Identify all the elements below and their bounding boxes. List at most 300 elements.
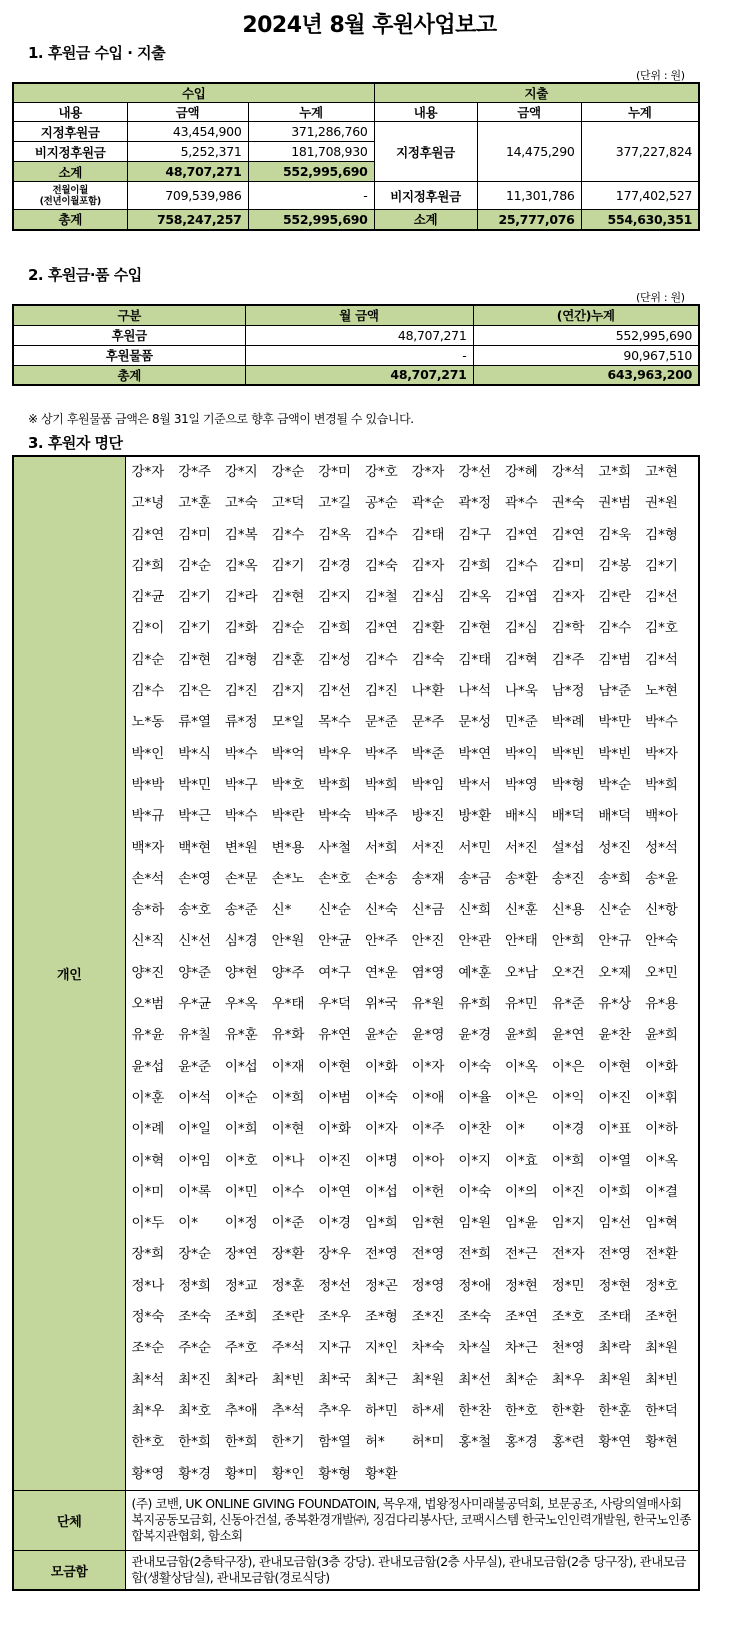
summary-col-annual: (연간)누계	[473, 305, 699, 325]
donor-name: 김*성	[318, 651, 352, 668]
donor-name: 양*진	[131, 964, 165, 981]
donor-name: 김*수	[364, 526, 398, 543]
donor-name: 조*희	[224, 1309, 258, 1326]
donor-name: 배*덕	[598, 808, 632, 825]
donor-name: 신*	[271, 902, 292, 919]
donor-name: 안*원	[271, 933, 305, 950]
donor-name: 황*환	[364, 1465, 398, 1482]
donor-name: 최*근	[364, 1371, 398, 1388]
donor-name: 이*섭	[224, 1058, 258, 1075]
donor-name: 하*민	[364, 1402, 398, 1419]
donor-name: 노*현	[645, 683, 678, 700]
donor-name: 성*석	[645, 839, 678, 856]
donor-name: 송*환	[505, 870, 538, 887]
donor-name: 정*현	[505, 1277, 538, 1294]
donor-name: 조*태	[598, 1309, 632, 1326]
donor-name: 강*선	[458, 464, 492, 480]
expense-row-cumulative: 377,227,824	[581, 122, 699, 182]
donor-name: 유*상	[598, 996, 632, 1013]
donor-name: 이*경	[551, 1121, 585, 1138]
donor-name: 김*복	[224, 526, 258, 543]
donor-name: 전*희	[458, 1246, 492, 1263]
donor-name: 조*란	[271, 1309, 305, 1326]
donor-name: 김*이	[131, 620, 165, 637]
summary-total-annual: 643,963,200	[473, 365, 699, 385]
donor-name: 박*수	[224, 808, 258, 825]
income-subtotal-amount: 48,707,271	[127, 162, 248, 182]
donor-name: 이*민	[224, 1183, 258, 1200]
donor-name: 최*순	[505, 1371, 538, 1388]
donor-name: 황*미	[224, 1465, 258, 1482]
donor-name: 송*재	[411, 870, 445, 887]
donor-name: 김*석	[645, 651, 678, 668]
donor-name: 한*훈	[598, 1402, 632, 1419]
donor-name: 설*섭	[551, 839, 585, 856]
donor-name: 임*혁	[645, 1215, 678, 1232]
group-donors-text: (주) 코밴, UK ONLINE GIVING FOUNDATOIN, 목우재, 법왕정사미래불공덕회, 보문공조, 사랑의열매사회복지공동모금회, 신동아건설, 종복환경개발㈜, 징검다리봉사단, 코팩시스템 한국노인인력개발원, 한국노인종합복지관협회, 함소회	[125, 1490, 699, 1550]
donor-name: 권*원	[645, 495, 678, 512]
donor-name: 이*숙	[458, 1058, 492, 1075]
donor-name: 이*주	[411, 1121, 445, 1138]
income-header: 수입	[13, 83, 374, 103]
donor-name: 전*영	[364, 1246, 398, 1263]
donor-name: 안*규	[598, 933, 632, 950]
donor-name: 이*	[178, 1215, 198, 1232]
income-row-cumulative: 371,286,760	[248, 122, 374, 142]
donor-name: 박*임	[411, 776, 445, 793]
donor-name: 김*숙	[411, 651, 445, 668]
donor-name: 곽*수	[505, 495, 538, 512]
donor-name: 정*곤	[364, 1277, 398, 1294]
expense-subtotal-label: 소계	[374, 210, 477, 230]
income-col-amount: 금액	[127, 103, 248, 122]
income-subtotal-label: 소계	[13, 162, 127, 182]
donor-name: 하*세	[411, 1402, 445, 1419]
donor-name: 조*호	[551, 1309, 585, 1326]
donor-name: 박*영	[505, 776, 538, 793]
donor-name: 윤*경	[458, 1027, 492, 1044]
donor-name: 한*희	[224, 1434, 258, 1451]
donor-name: 송*윤	[645, 870, 678, 887]
donor-name: 최*우	[131, 1402, 165, 1419]
donor-name: 김*기	[178, 620, 212, 637]
donor-name: 김*옥	[224, 557, 258, 574]
donor-name: 유*민	[505, 996, 538, 1013]
donor-name: 고*녕	[131, 495, 165, 512]
donor-name: 황*인	[271, 1465, 305, 1482]
donor-name: 곽*순	[411, 495, 445, 512]
donor-name: 송*준	[224, 902, 258, 919]
income-total-cumulative: 552,995,690	[248, 210, 374, 230]
donor-name: 이*명	[364, 1152, 398, 1169]
donor-name: 박*우	[318, 745, 352, 762]
donation-box-text: 관내모금함(2층탁구장), 관내모금함(3층 강당). 관내모금함(2층 사무실), 관내모금함(2층 당구장), 관내모금함(생활상담실), 관내모금함(경로식당)	[125, 1550, 699, 1590]
donor-name: 김*태	[411, 526, 445, 543]
donor-name: 조*헌	[645, 1309, 678, 1326]
donor-name: 전*영	[598, 1246, 632, 1263]
donor-name: 김*진	[224, 683, 258, 700]
donor-name: 이*희	[551, 1152, 585, 1169]
donor-name: 김*순	[131, 651, 165, 668]
donor-name: 김*숙	[364, 557, 398, 574]
summary-row-label: 후원금	[13, 325, 245, 345]
donor-name: 이*임	[178, 1152, 212, 1169]
donor-name: 박*박	[131, 776, 165, 793]
section2-heading: 2. 후원금·품 수입	[28, 266, 142, 284]
donor-name: 이*옥	[645, 1152, 678, 1169]
donor-name: 최*선	[458, 1371, 492, 1388]
donor-name: 한*찬	[458, 1402, 492, 1419]
box-label: 모금함	[13, 1550, 125, 1590]
donor-name: 김*혁	[505, 651, 538, 668]
donor-name: 허*미	[411, 1434, 445, 1451]
donor-name: 이*일	[178, 1121, 212, 1138]
donor-name: 유*원	[411, 996, 445, 1013]
donor-name: 김*형	[645, 526, 678, 543]
donor-name: 장*우	[318, 1246, 352, 1263]
donor-name: 공*순	[364, 495, 398, 512]
donor-name: 강*석	[551, 464, 585, 480]
donor-name: 박*자	[645, 745, 678, 762]
donor-name: 이*찬	[458, 1121, 492, 1138]
donor-name: 이*나	[271, 1152, 305, 1169]
section2-unit: (단위 : 원)	[636, 291, 685, 304]
donor-name: 양*준	[178, 964, 212, 981]
donor-name: 윤*준	[178, 1058, 212, 1075]
donor-name: 최*호	[178, 1402, 212, 1419]
donor-name: 정*나	[131, 1277, 165, 1294]
donor-name: 김*기	[271, 557, 305, 574]
donor-name: 최*국	[318, 1371, 352, 1388]
donor-name: 박*서	[458, 776, 492, 793]
donor-name: 김*환	[411, 620, 445, 637]
donor-name: 추*석	[271, 1402, 305, 1419]
donor-name: 전*자	[551, 1246, 585, 1263]
donor-name: 최*석	[131, 1371, 165, 1388]
summary-row-annual: 90,967,510	[473, 345, 699, 365]
donor-name: 정*영	[411, 1277, 445, 1294]
income-total-label: 총계	[13, 210, 127, 230]
donor-name: 추*애	[224, 1402, 258, 1419]
donor-name: 이*례	[131, 1121, 165, 1138]
donor-name: 김*훈	[271, 651, 305, 668]
donor-name: 신*금	[411, 902, 445, 919]
donor-name: 서*진	[505, 839, 538, 856]
donor-name: 신*용	[551, 902, 585, 919]
donor-name: 박*억	[271, 745, 305, 762]
donor-name: 민*준	[505, 714, 538, 731]
donor-name: 최*라	[224, 1371, 258, 1388]
donor-name: 이*준	[271, 1215, 305, 1232]
donor-name: 박*주	[364, 745, 398, 762]
donor-name: 임*현	[411, 1215, 445, 1232]
donor-name: 조*연	[505, 1309, 538, 1326]
donor-name: 정*희	[178, 1277, 212, 1294]
donor-name: 김*심	[505, 620, 538, 637]
donor-name: 조*숙	[458, 1309, 492, 1326]
donor-name: 류*정	[224, 714, 258, 731]
donor-name: 권*숙	[551, 495, 585, 512]
donor-name: 강*혜	[505, 464, 538, 480]
donor-name: 김*수	[131, 683, 165, 700]
donor-name: 한*호	[131, 1434, 165, 1451]
donor-name: 손*노	[271, 870, 305, 887]
donor-name: 송*금	[458, 870, 492, 887]
individual-label: 개인	[13, 456, 125, 1490]
section1-unit: (단위 : 원)	[636, 69, 685, 82]
income-carryover-label: 전월이월 (전년이월포함)	[13, 182, 127, 210]
page-title: 2024년 8월 후원사업보고	[242, 13, 497, 38]
donor-name: 이*범	[318, 1089, 352, 1106]
donor-name: 임*윤	[505, 1215, 538, 1232]
individual-names-grid	[126, 457, 699, 1490]
donor-name: 남*정	[551, 683, 585, 700]
donor-name: 김*주	[551, 651, 585, 668]
donor-name: 이*록	[178, 1183, 212, 1200]
donor-name: 김*진	[364, 683, 398, 700]
donor-name: 곽*정	[458, 495, 492, 512]
donor-name: 조*형	[364, 1309, 398, 1326]
donor-name: 박*식	[178, 745, 212, 762]
donor-name: 김*봉	[598, 557, 632, 574]
donor-name: 나*욱	[505, 683, 538, 700]
donor-name: 김*순	[271, 620, 305, 637]
donor-name: 이*아	[411, 1152, 445, 1169]
donor-name: 박*수	[224, 745, 258, 762]
donor-name: 이*열	[598, 1152, 632, 1169]
income-col-cumulative: 누계	[248, 103, 374, 122]
donor-name: 박*숙	[318, 808, 352, 825]
donor-name: 정*현	[598, 1277, 632, 1294]
donor-name: 최*락	[598, 1340, 632, 1357]
donor-name: 장*환	[271, 1246, 305, 1263]
summary-row-label: 후원물품	[13, 345, 245, 365]
donor-name: 조*우	[318, 1309, 352, 1326]
donor-name: 유*희	[458, 996, 492, 1013]
donor-name: 이*섭	[364, 1183, 398, 1200]
donor-name: 신*훈	[505, 902, 538, 919]
donor-name: 김*연	[131, 526, 165, 543]
donor-name: 최*빈	[271, 1371, 305, 1388]
donor-name: 강*순	[271, 464, 305, 480]
income-carryover-cumulative: -	[248, 182, 374, 210]
donor-name: 송*희	[598, 870, 632, 887]
donor-name: 김*기	[645, 557, 678, 574]
donor-name: 이*연	[318, 1183, 352, 1200]
donor-name: 김*연	[551, 526, 585, 543]
donor-name: 정*호	[645, 1277, 678, 1294]
donor-name: 김*희	[458, 557, 492, 574]
donor-name: 이*희	[224, 1121, 258, 1138]
donor-name: 서*희	[364, 839, 398, 856]
donor-name: 연*운	[364, 964, 398, 981]
donor-name: 유*용	[645, 996, 678, 1013]
goods-note: ※ 상기 후원물품 금액은 8월 31일 기준으로 향후 금액이 변경될 수 있습니다.	[28, 412, 414, 426]
donor-name: 이*	[505, 1121, 525, 1138]
donor-name: 이*은	[551, 1058, 585, 1075]
donor-name: 안*관	[458, 933, 492, 950]
donor-name: 김*욱	[598, 526, 632, 543]
donor-name: 이*효	[505, 1152, 538, 1169]
donor-name: 방*진	[411, 808, 445, 825]
donor-name: 장*순	[178, 1246, 212, 1263]
donor-name: 윤*순	[364, 1027, 398, 1044]
donor-name: 이*석	[178, 1089, 212, 1106]
donor-name: 김*미	[551, 557, 585, 574]
donor-name: 안*균	[318, 933, 352, 950]
donor-name: 최*우	[551, 1371, 585, 1388]
donor-name: 윤*영	[411, 1027, 445, 1044]
donor-name: 천*영	[551, 1340, 585, 1357]
donor-name: 임*선	[598, 1215, 632, 1232]
donor-name: 함*열	[318, 1434, 352, 1451]
donor-name: 예*훈	[458, 964, 492, 981]
donor-name: 박*빈	[598, 745, 632, 762]
donor-name: 김*범	[598, 651, 632, 668]
summary-row-month: -	[245, 345, 473, 365]
donor-name: 김*학	[551, 620, 585, 637]
donor-name: 김*철	[364, 589, 398, 606]
donor-name: 김*연	[364, 620, 398, 637]
donor-name: 신*순	[598, 902, 632, 919]
donor-name: 조*순	[131, 1340, 165, 1357]
donor-name: 모*일	[271, 714, 305, 731]
donor-name: 신*선	[178, 933, 212, 950]
donor-name: 신*항	[645, 902, 678, 919]
income-expense-table	[12, 82, 700, 231]
donor-name: 김*수	[364, 651, 398, 668]
summary-total-label: 총계	[13, 365, 245, 385]
donor-name: 이*의	[505, 1183, 538, 1200]
donor-name: 황*영	[131, 1465, 165, 1482]
donor-name: 손*호	[318, 870, 352, 887]
donor-name: 안*진	[411, 933, 445, 950]
donor-name: 정*숙	[131, 1309, 165, 1326]
donor-name: 이*숙	[458, 1183, 492, 1200]
donor-name: 박*희	[645, 776, 678, 793]
donor-name: 이*수	[271, 1183, 305, 1200]
donor-name: 송*하	[131, 902, 165, 919]
donor-name: 김*자	[411, 557, 445, 574]
donor-name: 주*호	[224, 1340, 258, 1357]
donor-name: 허*	[364, 1434, 385, 1451]
donor-name: 김*선	[645, 589, 678, 606]
expense-row-amount: 11,301,786	[477, 182, 581, 210]
donor-name: 윤*섭	[131, 1058, 165, 1075]
donor-name: 윤*연	[551, 1027, 585, 1044]
expense-row-cumulative: 177,402,527	[581, 182, 699, 210]
donor-name: 윤*찬	[598, 1027, 632, 1044]
donor-name: 위*국	[364, 996, 398, 1013]
donor-name: 문*준	[364, 714, 398, 731]
donor-name: 이*옥	[505, 1058, 538, 1075]
donor-name: 김*현	[271, 589, 305, 606]
donor-name: 정*애	[458, 1277, 492, 1294]
donor-name: 이*헌	[411, 1183, 445, 1200]
donor-name: 유*화	[271, 1027, 305, 1044]
donor-name: 김*지	[318, 589, 352, 606]
donor-name: 박*구	[224, 776, 258, 793]
donor-name: 오*범	[131, 996, 165, 1013]
donor-name: 이*경	[318, 1215, 352, 1232]
donor-name: 성*진	[598, 839, 632, 856]
income-row-amount: 43,454,900	[127, 122, 248, 142]
donor-name: 홍*련	[551, 1434, 585, 1451]
donor-name: 한*기	[271, 1434, 305, 1451]
donor-name: 한*호	[505, 1402, 538, 1419]
donor-name: 박*준	[411, 745, 445, 762]
donor-name: 박*형	[551, 776, 585, 793]
donor-name: 오*남	[505, 964, 538, 981]
donor-name: 김*경	[318, 557, 352, 574]
donor-name: 김*기	[178, 589, 212, 606]
donor-name: 고*현	[645, 464, 678, 480]
donor-name: 나*환	[411, 683, 445, 700]
donor-name: 서*진	[411, 839, 445, 856]
donor-name: 김*태	[458, 651, 492, 668]
donor-name: 이*호	[224, 1152, 258, 1169]
donor-name: 김*지	[271, 683, 305, 700]
donation-summary-table	[12, 304, 700, 386]
donor-name: 이*현	[598, 1058, 632, 1075]
donor-name: 이*진	[318, 1152, 352, 1169]
expense-col-item: 내용	[374, 103, 477, 122]
donor-name: 이*지	[458, 1152, 492, 1169]
income-row-label: 비지정후원금	[13, 142, 127, 162]
donor-name: 홍*철	[458, 1434, 492, 1451]
donor-name: 황*연	[598, 1434, 632, 1451]
donor-name: 권*범	[598, 495, 632, 512]
donor-name: 나*석	[458, 683, 492, 700]
donor-name: 박*호	[271, 776, 305, 793]
donor-name: 배*덕	[551, 808, 585, 825]
donor-name: 최*원	[645, 1340, 678, 1357]
donor-name: 황*현	[645, 1434, 678, 1451]
donor-name: 염*영	[411, 964, 445, 981]
donor-name: 신*희	[458, 902, 492, 919]
group-label: 단체	[13, 1490, 125, 1550]
donor-name: 최*원	[411, 1371, 445, 1388]
donor-name: 문*성	[458, 714, 492, 731]
donor-name: 지*인	[364, 1340, 398, 1357]
donor-name: 이*율	[458, 1089, 492, 1106]
donor-name: 박*규	[131, 808, 165, 825]
donor-name: 김*균	[131, 589, 165, 606]
donor-name: 유*준	[551, 996, 585, 1013]
donor-name: 노*동	[131, 714, 165, 731]
donor-name: 고*길	[318, 495, 352, 512]
donor-name: 이*재	[271, 1058, 305, 1075]
donor-name: 강*자	[411, 464, 445, 480]
donor-name: 고*숙	[224, 495, 258, 512]
donor-name: 정*선	[318, 1277, 352, 1294]
donor-name: 남*준	[598, 683, 632, 700]
donor-name: 이*애	[411, 1089, 445, 1106]
donor-name: 손*문	[224, 870, 258, 887]
donor-name: 장*희	[131, 1246, 165, 1263]
donor-name: 우*균	[178, 996, 212, 1013]
donor-name: 지*규	[318, 1340, 352, 1357]
donor-name: 전*영	[411, 1246, 445, 1263]
donor-name: 박*인	[131, 745, 165, 762]
donor-name: 김*선	[318, 683, 352, 700]
donor-name: 안*태	[505, 933, 538, 950]
donor-name: 유*윤	[131, 1027, 165, 1044]
donor-name: 최*원	[598, 1371, 632, 1388]
donor-name: 장*연	[224, 1246, 258, 1263]
donor-name: 오*민	[645, 964, 678, 981]
donor-name: 백*자	[131, 839, 165, 856]
